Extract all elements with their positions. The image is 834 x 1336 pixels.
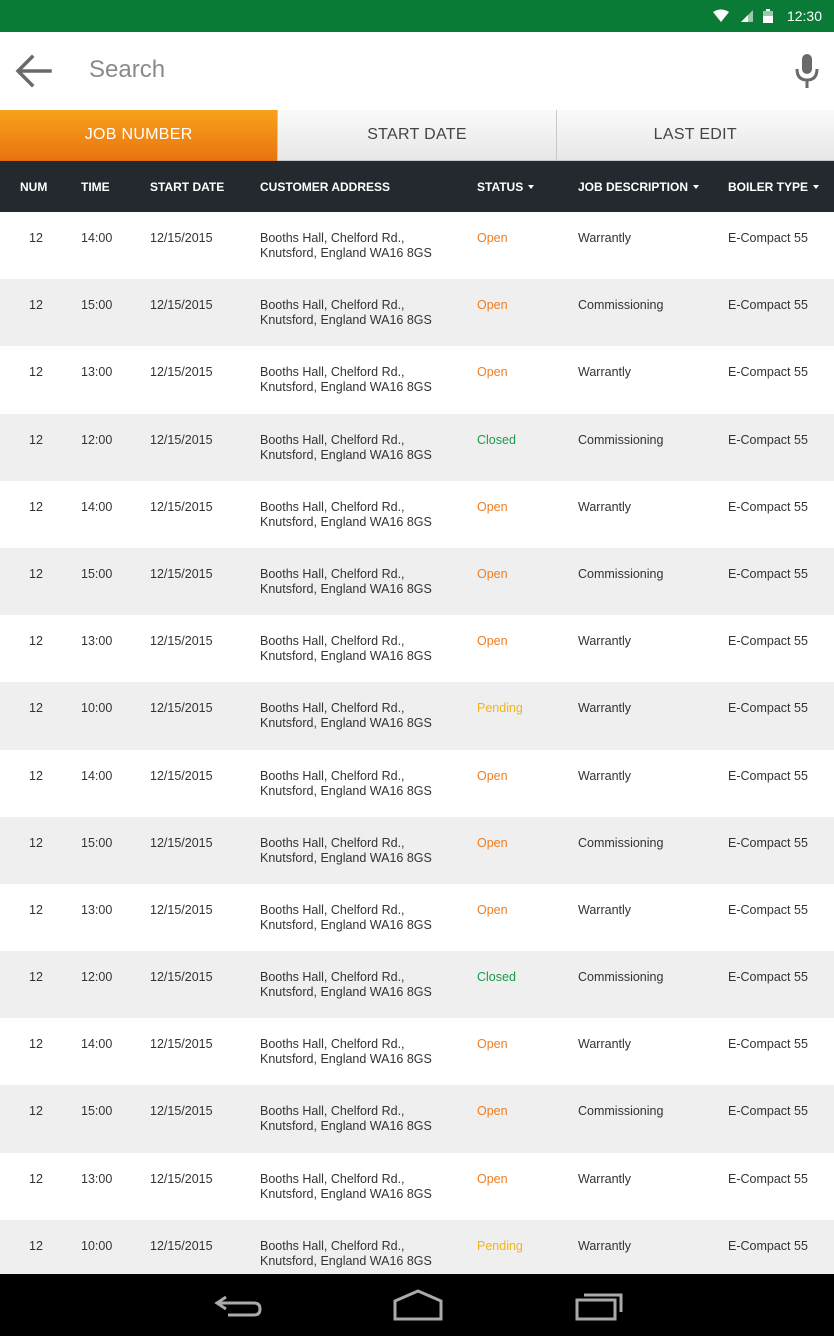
table-header [0, 161, 834, 212]
tab-job-number[interactable]: JOB NUMBER [0, 110, 277, 161]
header-num[interactable] [20, 161, 47, 212]
cell-address [260, 231, 460, 261]
cell-boiler: E-Compact 55 [728, 365, 808, 380]
table-row[interactable] [0, 414, 834, 481]
header-status[interactable] [477, 161, 534, 212]
cell-address [260, 634, 460, 664]
cell-boiler: E-Compact 55 [728, 701, 808, 716]
cell-description: Warrantly [578, 902, 632, 917]
cell-status: Open [477, 566, 508, 581]
cell-num: 12 [29, 1171, 43, 1186]
cell-status: Closed [477, 432, 516, 447]
cell-time: 14:00 [81, 1037, 113, 1052]
cell-status: Open [477, 365, 508, 380]
table-row[interactable] [0, 750, 834, 817]
cell-time: 15:00 [81, 566, 113, 581]
recents-nav-icon[interactable] [574, 1288, 626, 1322]
cell-time: 14:00 [81, 768, 113, 783]
table-row[interactable] [0, 951, 834, 1018]
address-line-2: Knutsford, England WA16 8GS [260, 1119, 432, 1134]
cell-boiler: E-Compact 55 [728, 231, 808, 245]
cell-start-date: 12/15/2015 [150, 768, 213, 783]
cell-description: Commissioning [578, 566, 664, 581]
table-row[interactable] [0, 1085, 834, 1152]
cell-start-date: 12/15/2015 [150, 231, 213, 245]
table-row[interactable] [0, 682, 834, 749]
cell-address [260, 1104, 460, 1134]
cell-num: 12 [29, 231, 43, 245]
cell-num: 12 [29, 432, 43, 447]
cell-start-date: 12/15/2015 [150, 365, 213, 380]
cell-status: Open [477, 634, 508, 649]
address-line-1: Booths Hall, Chelford Rd., [260, 298, 405, 313]
cell-status: Pending [477, 1238, 523, 1253]
cell-status: Open [477, 835, 508, 850]
cell-address [260, 567, 460, 597]
table-row[interactable] [0, 615, 834, 682]
cell-start-date: 12/15/2015 [150, 1238, 213, 1253]
cell-num: 12 [29, 835, 43, 850]
address-line-1: Booths Hall, Chelford Rd., [260, 1171, 405, 1186]
cell-boiler: E-Compact 55 [728, 902, 808, 917]
cell-num: 12 [29, 499, 43, 514]
cell-description: Warrantly [578, 768, 632, 783]
cell-address [260, 970, 460, 1000]
header-start-date-label: START DATE [150, 179, 225, 194]
cell-start-date: 12/15/2015 [150, 701, 213, 716]
cell-time: 13:00 [81, 634, 113, 649]
navigation-bar [0, 1274, 834, 1336]
address-line-2: Knutsford, England WA16 8GS [260, 447, 432, 462]
cell-description: Commissioning [578, 835, 664, 850]
cell-start-date: 12/15/2015 [150, 566, 213, 581]
header-boiler[interactable] [728, 161, 819, 212]
cell-status: Pending [477, 701, 523, 716]
address-line-1: Booths Hall, Chelford Rd., [260, 970, 405, 985]
address-line-1: Booths Hall, Chelford Rd., [260, 1238, 405, 1253]
address-line-1: Booths Hall, Chelford Rd., [260, 432, 405, 447]
table-row[interactable] [0, 884, 834, 951]
address-line-2: Knutsford, England WA16 8GS [260, 581, 432, 596]
cell-num: 12 [29, 566, 43, 581]
cell-description: Warrantly [578, 499, 632, 514]
cell-description: Warrantly [578, 231, 632, 245]
header-description[interactable] [578, 161, 699, 212]
header-time[interactable] [81, 161, 110, 212]
cell-num: 12 [29, 768, 43, 783]
cell-num: 12 [29, 701, 43, 716]
cell-status: Open [477, 1037, 508, 1052]
header-status-label: STATUS [477, 179, 524, 194]
cell-num: 12 [29, 1104, 43, 1119]
back-arrow-icon[interactable] [14, 54, 52, 88]
cell-boiler: E-Compact 55 [728, 298, 808, 313]
cell-description: Warrantly [578, 1171, 632, 1186]
status-bar [0, 0, 834, 32]
cell-time: 14:00 [81, 231, 113, 245]
address-line-2: Knutsford, England WA16 8GS [260, 649, 432, 664]
table-row[interactable] [0, 212, 834, 279]
header-num-label: NUM [20, 179, 48, 194]
cell-address [260, 365, 460, 395]
header-address-label: CUSTOMER ADDRESS [260, 179, 391, 194]
cell-address [260, 1037, 460, 1067]
cell-boiler: E-Compact 55 [728, 432, 808, 447]
cell-address [260, 500, 460, 530]
cell-time: 12:00 [81, 432, 113, 447]
address-line-1: Booths Hall, Chelford Rd., [260, 499, 405, 514]
cell-boiler: E-Compact 55 [728, 499, 808, 514]
address-line-2: Knutsford, England WA16 8GS [260, 850, 432, 865]
cell-boiler: E-Compact 55 [728, 566, 808, 581]
cell-address [260, 433, 460, 463]
cell-status: Open [477, 1104, 508, 1119]
cell-time: 14:00 [81, 499, 113, 514]
tab-last-edit[interactable]: LAST EDIT [556, 110, 834, 161]
header-boiler-label: BOILER TYPE [728, 179, 809, 194]
tab-start-date[interactable]: START DATE [277, 110, 555, 161]
cell-start-date: 12/15/2015 [150, 499, 213, 514]
address-line-2: Knutsford, England WA16 8GS [260, 313, 432, 328]
address-line-2: Knutsford, England WA16 8GS [260, 1186, 432, 1201]
cell-address [260, 836, 460, 866]
cell-num: 12 [29, 970, 43, 985]
cell-time: 12:00 [81, 970, 113, 985]
cell-status: Open [477, 499, 508, 514]
table-row[interactable] [0, 1018, 834, 1085]
cell-time: 10:00 [81, 701, 113, 716]
address-line-1: Booths Hall, Chelford Rd., [260, 231, 405, 245]
cell-start-date: 12/15/2015 [150, 835, 213, 850]
cell-address [260, 298, 460, 328]
cell-boiler: E-Compact 55 [728, 1037, 808, 1052]
cell-start-date: 12/15/2015 [150, 970, 213, 985]
address-line-1: Booths Hall, Chelford Rd., [260, 1037, 405, 1052]
cell-address [260, 769, 460, 799]
dropdown-caret-icon [693, 185, 699, 189]
address-line-1: Booths Hall, Chelford Rd., [260, 835, 405, 850]
cell-description: Commissioning [578, 432, 664, 447]
cell-description: Commissioning [578, 970, 664, 985]
header-address[interactable] [260, 161, 390, 212]
address-line-2: Knutsford, England WA16 8GS [260, 380, 432, 395]
cell-num: 12 [29, 1037, 43, 1052]
cell-num: 12 [29, 365, 43, 380]
back-nav-icon[interactable] [214, 1288, 264, 1322]
cell-start-date: 12/15/2015 [150, 1104, 213, 1119]
cell-num: 12 [29, 1238, 43, 1253]
cell-description: Warrantly [578, 701, 632, 716]
address-line-2: Knutsford, England WA16 8GS [260, 917, 432, 932]
cell-status: Closed [477, 970, 516, 985]
cell-description: Warrantly [578, 1238, 632, 1253]
cell-boiler: E-Compact 55 [728, 1104, 808, 1119]
cell-boiler: E-Compact 55 [728, 835, 808, 850]
address-line-1: Booths Hall, Chelford Rd., [260, 566, 405, 581]
cell-boiler: E-Compact 55 [728, 1171, 808, 1186]
address-line-1: Booths Hall, Chelford Rd., [260, 701, 405, 716]
address-line-2: Knutsford, England WA16 8GS [260, 1052, 432, 1067]
cell-time: 13:00 [81, 902, 113, 917]
header-description-label: JOB DESCRIPTION [578, 179, 689, 194]
cell-time: 13:00 [81, 1171, 113, 1186]
clock: 12:30 [786, 8, 822, 24]
cell-description: Warrantly [578, 365, 632, 380]
address-line-2: Knutsford, England WA16 8GS [260, 985, 432, 1000]
home-nav-icon[interactable] [392, 1288, 444, 1322]
search-input[interactable]: Search [89, 56, 166, 83]
cell-address [260, 701, 460, 731]
signal-icon [739, 9, 753, 23]
dropdown-caret-icon [813, 185, 819, 189]
cell-boiler: E-Compact 55 [728, 634, 808, 649]
cell-description: Warrantly [578, 634, 632, 649]
cell-time: 15:00 [81, 835, 113, 850]
cell-start-date: 12/15/2015 [150, 1171, 213, 1186]
cell-boiler: E-Compact 55 [728, 1238, 808, 1253]
cell-address [260, 1239, 460, 1269]
address-line-2: Knutsford, England WA16 8GS [260, 514, 432, 529]
cell-num: 12 [29, 298, 43, 313]
job-list [0, 212, 834, 1287]
address-line-1: Booths Hall, Chelford Rd., [260, 902, 405, 917]
cell-start-date: 12/15/2015 [150, 902, 213, 917]
header-start-date[interactable] [150, 161, 224, 212]
cell-start-date: 12/15/2015 [150, 298, 213, 313]
cell-description: Warrantly [578, 1037, 632, 1052]
cell-boiler: E-Compact 55 [728, 768, 808, 783]
table-row[interactable] [0, 1153, 834, 1220]
header-time-label: TIME [81, 179, 110, 194]
cell-time: 15:00 [81, 1104, 113, 1119]
cell-num: 12 [29, 634, 43, 649]
search-bar [0, 32, 834, 112]
cell-status: Open [477, 1171, 508, 1186]
cell-time: 10:00 [81, 1238, 113, 1253]
cell-start-date: 12/15/2015 [150, 634, 213, 649]
address-line-1: Booths Hall, Chelford Rd., [260, 1104, 405, 1119]
table-row[interactable] [0, 346, 834, 413]
cell-time: 15:00 [81, 298, 113, 313]
cell-num: 12 [29, 902, 43, 917]
address-line-2: Knutsford, England WA16 8GS [260, 1253, 432, 1268]
cell-start-date: 12/15/2015 [150, 1037, 213, 1052]
dropdown-caret-icon [528, 185, 534, 189]
cell-description: Commissioning [578, 298, 664, 313]
address-line-2: Knutsford, England WA16 8GS [260, 783, 432, 798]
cell-start-date: 12/15/2015 [150, 432, 213, 447]
cell-boiler: E-Compact 55 [728, 970, 808, 985]
cell-time: 13:00 [81, 365, 113, 380]
status-icons [713, 0, 822, 32]
address-line-1: Booths Hall, Chelford Rd., [260, 634, 405, 649]
table-row[interactable] [0, 279, 834, 346]
table-row[interactable] [0, 481, 834, 548]
cell-address [260, 1172, 460, 1202]
cell-status: Open [477, 231, 508, 245]
address-line-1: Booths Hall, Chelford Rd., [260, 365, 405, 380]
cell-address [260, 903, 460, 933]
address-line-2: Knutsford, England WA16 8GS [260, 246, 432, 260]
cell-status: Open [477, 768, 508, 783]
address-line-2: Knutsford, England WA16 8GS [260, 716, 432, 731]
sort-tabs [0, 110, 834, 161]
cell-status: Open [477, 902, 508, 917]
table-row[interactable] [0, 548, 834, 615]
table-row[interactable] [0, 817, 834, 884]
microphone-icon[interactable] [794, 52, 820, 90]
battery-icon [763, 9, 773, 23]
wifi-icon [713, 9, 729, 23]
cell-status: Open [477, 298, 508, 313]
address-line-1: Booths Hall, Chelford Rd., [260, 768, 405, 783]
cell-description: Commissioning [578, 1104, 664, 1119]
